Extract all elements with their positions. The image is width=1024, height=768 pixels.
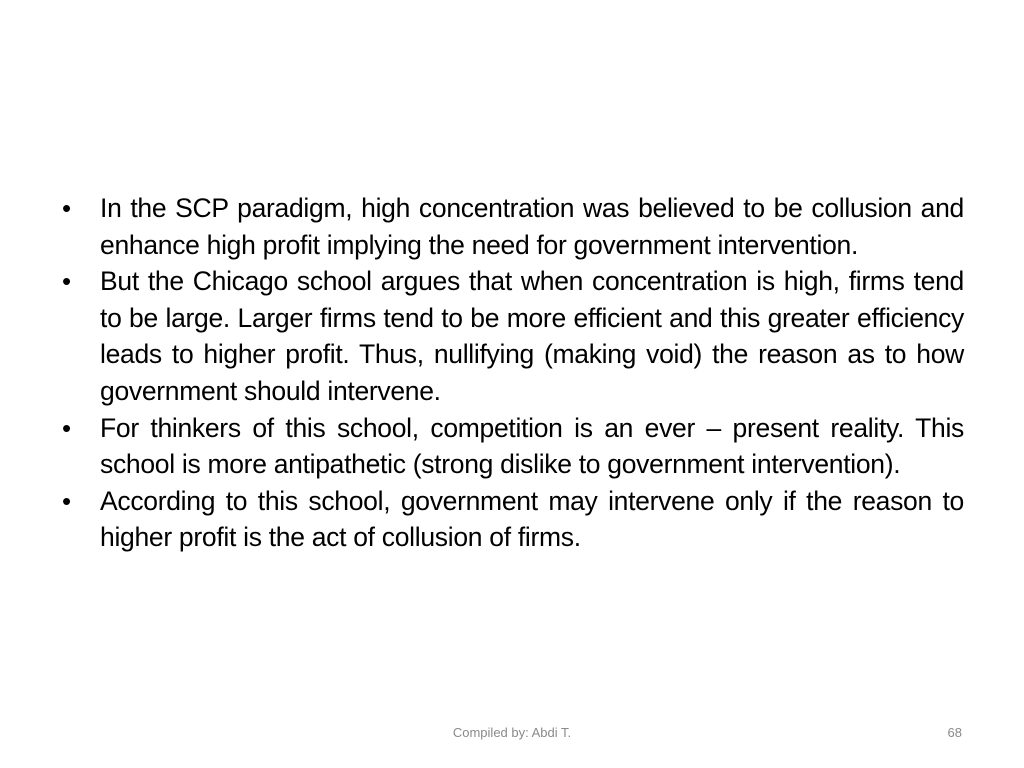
bullet-marker: •: [62, 266, 71, 297]
bullet-text: In the SCP paradigm, high concentration was believed to be collusion and enhance high profit implying the need for government intervention.: [100, 193, 964, 260]
bullet-item: [62, 410, 964, 483]
bullet-text: For thinkers of this school, competition is an ever – present reality. This school is more antipathetic (strong dislike to government intervention).: [100, 412, 964, 480]
footer-credit: Compiled by: Abdi T.: [452, 725, 572, 740]
bullet-marker: •: [62, 193, 71, 223]
bullet-item: [62, 483, 964, 556]
bullet-text: According to this school, government may intervene only if the reason to higher profit is the act of collusion of firms.: [100, 485, 964, 553]
bullet-marker: •: [62, 485, 71, 516]
bullet-list: [62, 190, 964, 556]
bullet-item: [62, 190, 964, 263]
bullet-text: But the Chicago school argues that when concentration is high, firms tend to be large. Larger firms tend to be more efficient and this greater efficiency leads to higher profit. Thus, nullifying (making void) the reason as to how government should intervene.: [100, 266, 964, 406]
bullet-marker: •: [62, 412, 71, 443]
bullet-item: [62, 263, 964, 409]
page-number: 68: [947, 725, 962, 740]
